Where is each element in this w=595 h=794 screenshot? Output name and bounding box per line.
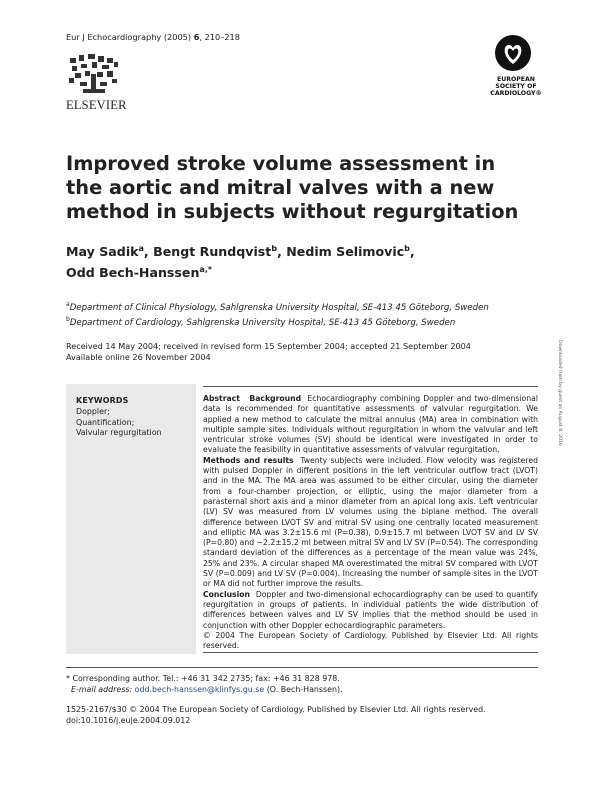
article-title: Improved stroke volume assessment in the aortic and mitral valves with a new method in subjects without regurgitation [66, 152, 519, 223]
society-name: EUROPEAN SOCIETY OF CARDIOLOGY® [490, 76, 542, 97]
abstract [203, 394, 538, 651]
affiliation: $^a$Department of Clinical Physiology, Sahlgrenska University Hospital, SE-413 45 Göteborg, Sweden [66, 301, 489, 313]
journal-citation: Eur J Echocardiography (2005) 6, 210–218 [66, 32, 240, 42]
author: Bengt Rundqvist$^b$, [153, 244, 287, 260]
author-list [66, 240, 536, 282]
author: Nedim Selimovic$^b$, [286, 244, 415, 260]
elsevier-tree-logo-icon [66, 52, 122, 96]
issn-doi: 1525-2167/$30 © 2004 The European Society of Cardiology. Published by Elsevier Ltd. All rights reserved. doi:10.1016/j.euje.2004.09.012 [66, 704, 546, 726]
abstract-conclusion: Conclusion Doppler and two-dimensional echocardiography can be used to quantify regurgitation in groups of patients. In individual patients the wide distribution of differences between valves and LV SV implies that the method should be used in conjunction with other Doppler echocardiographic parameters. [203, 589, 539, 630]
abstract-background: Abstract Background Echocardiography combining Doppler and two-dimensional data is recommended for quantitative assessments of valvular regurgitation. We applied a new method to calculate the mitral annulus (MA) area in combination with multiple sample sites. Individuals without regurgitation in whom the valvular and left ventricular stroke volumes (SV) should be identical were investigated in order to evaluate the feasibility in quantitative assessments of valvular regurgitation. [203, 394, 538, 455]
author: Odd Bech-Hanssen$^{a,*}$ [66, 265, 213, 281]
abstract-methods: Methods and results Twenty subjects were included. Flow velocity was registered with pulsed Doppler in different positions in the left ventricular outflow tract (LVOT) and in the MA. The MA area was assumed to be either circular, using the diameter from a four-chamber projection, or elliptic, using the major diameter from a parasternal short axis and a minor diameter from an apical long axis. Left ventricular (LV) SV was measured from LV volumes using the biplane method. The overall difference between LVOT SV and mitral SV using one centrally located measurement and elliptic MA was 3.2±15.6 ml (P=0.38), 0.9±15.7 ml between LVOT SV and LV SV (P=0.80) and −2.2±15.2 ml between mitral SV and LV SV (P=0.54). The corresponding standard deviation of the differences as a percentage of the mean value was 24%, 25% and 23%. A circular shaped MA overestimated the mitral SV compared with LVOT SV (P=0.009) and LV SV (P=0.004). Increasing the number of sample sites in the LVOT or MA did not further improve the results. [203, 455, 539, 589]
abstract-copyright: © 2004 The European Society of Cardiology. Published by Elsevier Ltd. All rights reserved. [203, 630, 538, 651]
publisher-wordmark: ELSEVIER [66, 98, 127, 112]
article-history: Received 14 May 2004; received in revised form 15 September 2004; accepted 21 September 2004 Available online 26 November 2004 [66, 341, 471, 362]
download-watermark: Downloaded from by guest on August 8, 2016 [557, 340, 562, 446]
keyword: Valvular regurgitation [76, 428, 162, 438]
email-link[interactable]: odd.bech-hanssen@klinfys.gu.se [134, 685, 265, 694]
footnote-rule [66, 667, 538, 668]
corresponding-footnote: * Corresponding author. Tel.: +46 31 342 2735; fax: +46 31 828 978. E-mail address: odd.bech-hanssen@klinfys.gu.se (O. Bech-Hanssen). [66, 674, 343, 694]
author: May Sadik$^a$, [66, 244, 154, 260]
keywords-heading: KEYWORDS [76, 396, 129, 405]
abstract-top-rule [203, 386, 538, 387]
affiliation: $^b$Department of Cardiology, Sahlgrenska University Hospital, SE-413 45 Göteborg, Sweden [66, 316, 456, 329]
keywords-list [76, 396, 194, 439]
keyword: Doppler; [76, 407, 110, 417]
abstract-bottom-rule [203, 652, 538, 653]
affiliations [66, 299, 546, 330]
doi[interactable]: doi:10.1016/j.euje.2004.09.012 [66, 716, 191, 725]
esc-heart-logo-icon [490, 33, 536, 73]
keyword: Quantification; [76, 417, 135, 427]
